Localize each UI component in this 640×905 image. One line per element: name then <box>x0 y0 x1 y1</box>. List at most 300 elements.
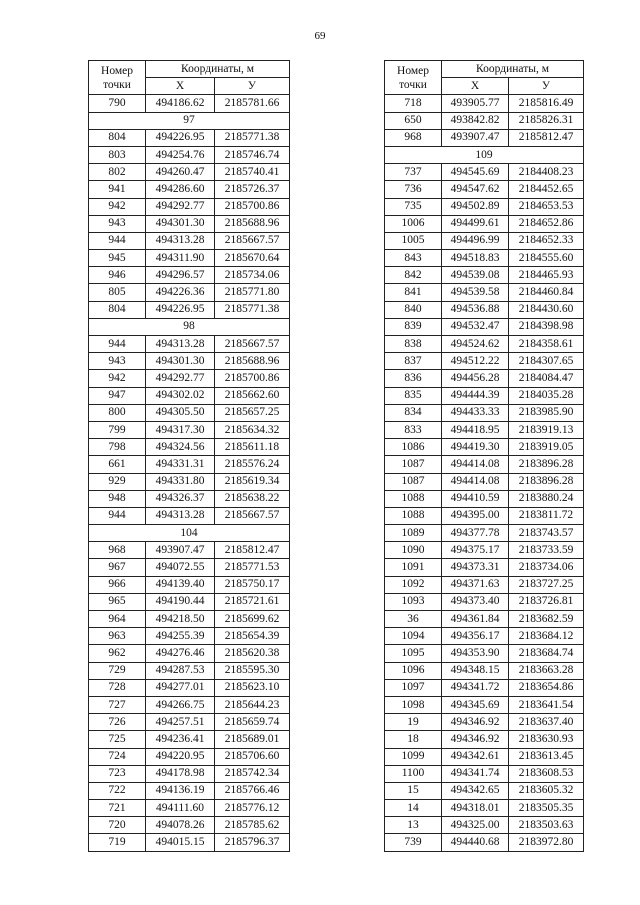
x-coordinate-cell: 494015.15 <box>146 834 215 851</box>
table-row <box>89 439 290 456</box>
x-coordinate-cell: 494373.40 <box>442 593 509 610</box>
point-number-cell: 1092 <box>385 576 442 593</box>
section-label: 98 <box>89 318 290 335</box>
table-row <box>385 490 584 507</box>
table-row <box>385 164 584 181</box>
table-row <box>385 112 584 129</box>
x-coordinate-cell: 494292.77 <box>146 370 215 387</box>
point-number-cell: 36 <box>385 611 442 628</box>
table-row <box>89 456 290 473</box>
x-coordinate-cell: 494414.08 <box>442 473 509 490</box>
x-coordinate-cell: 493907.47 <box>442 129 509 146</box>
x-coordinate-cell: 494317.30 <box>146 421 215 438</box>
y-coordinate-cell: 2183663.28 <box>509 662 584 679</box>
table-row <box>89 507 290 524</box>
table-body <box>385 95 584 851</box>
y-coordinate-cell: 2183684.74 <box>509 645 584 662</box>
table-row <box>89 215 290 232</box>
point-number-cell: 18 <box>385 731 442 748</box>
y-coordinate-cell: 2185688.96 <box>215 353 290 370</box>
y-coordinate-cell: 2183985.90 <box>509 404 584 421</box>
y-coordinate-cell: 2185576.24 <box>215 456 290 473</box>
point-number-cell: 724 <box>89 748 146 765</box>
y-coordinate-cell: 2185742.34 <box>215 765 290 782</box>
x-coordinate-cell: 494512.22 <box>442 353 509 370</box>
y-coordinate-cell: 2185620.38 <box>215 645 290 662</box>
point-number-cell: 722 <box>89 782 146 799</box>
y-coordinate-cell: 2184653.53 <box>509 198 584 215</box>
y-coordinate-cell: 2185657.25 <box>215 404 290 421</box>
x-coordinate-cell: 494260.47 <box>146 164 215 181</box>
header-y: У <box>215 78 290 95</box>
y-coordinate-cell: 2183733.59 <box>509 542 584 559</box>
x-coordinate-cell: 494341.74 <box>442 765 509 782</box>
y-coordinate-cell: 2183880.24 <box>509 490 584 507</box>
point-number-cell: 735 <box>385 198 442 215</box>
table-row <box>89 800 290 817</box>
x-coordinate-cell: 494331.80 <box>146 473 215 490</box>
y-coordinate-cell: 2185644.23 <box>215 696 290 713</box>
y-coordinate-cell: 2185771.53 <box>215 559 290 576</box>
y-coordinate-cell: 2185611.18 <box>215 439 290 456</box>
table-row <box>385 95 584 112</box>
point-number-cell: 650 <box>385 112 442 129</box>
y-coordinate-cell: 2183743.57 <box>509 525 584 542</box>
y-coordinate-cell: 2183896.28 <box>509 456 584 473</box>
y-coordinate-cell: 2185670.64 <box>215 250 290 267</box>
section-label: 104 <box>89 525 290 542</box>
y-coordinate-cell: 2185796.37 <box>215 834 290 851</box>
table-row <box>89 542 290 559</box>
table-row <box>385 593 584 610</box>
x-coordinate-cell: 494341.72 <box>442 679 509 696</box>
x-coordinate-cell: 494361.84 <box>442 611 509 628</box>
point-number-cell: 1100 <box>385 765 442 782</box>
table-row <box>385 679 584 696</box>
point-number-cell: 838 <box>385 336 442 353</box>
table-row <box>385 525 584 542</box>
y-coordinate-cell: 2185699.62 <box>215 611 290 628</box>
point-number-cell: 721 <box>89 800 146 817</box>
y-coordinate-cell: 2184307.65 <box>509 353 584 370</box>
x-coordinate-cell: 494395.00 <box>442 507 509 524</box>
y-coordinate-cell: 2185812.47 <box>509 129 584 146</box>
section-label: 109 <box>385 146 584 163</box>
table-row <box>385 628 584 645</box>
point-number-cell: 945 <box>89 250 146 267</box>
x-coordinate-cell: 494313.28 <box>146 232 215 249</box>
x-coordinate-cell: 494375.17 <box>442 542 509 559</box>
x-coordinate-cell: 494257.51 <box>146 714 215 731</box>
y-coordinate-cell: 2185689.01 <box>215 731 290 748</box>
x-coordinate-cell: 494255.39 <box>146 628 215 645</box>
y-coordinate-cell: 2185785.62 <box>215 817 290 834</box>
table-row <box>385 421 584 438</box>
x-coordinate-cell: 494286.60 <box>146 181 215 198</box>
x-coordinate-cell: 494276.46 <box>146 645 215 662</box>
point-number-cell: 725 <box>89 731 146 748</box>
y-coordinate-cell: 2184452.65 <box>509 181 584 198</box>
y-coordinate-cell: 2185667.57 <box>215 507 290 524</box>
x-coordinate-cell: 494301.30 <box>146 353 215 370</box>
point-number-cell: 805 <box>89 284 146 301</box>
header-point-number: Номер точки <box>89 61 146 95</box>
point-number-cell: 944 <box>89 507 146 524</box>
table-row <box>89 301 290 318</box>
table-row <box>385 473 584 490</box>
x-coordinate-cell: 494266.75 <box>146 696 215 713</box>
table-row <box>89 748 290 765</box>
x-coordinate-cell: 494226.36 <box>146 284 215 301</box>
y-coordinate-cell: 2183896.28 <box>509 473 584 490</box>
point-number-cell: 19 <box>385 714 442 731</box>
y-coordinate-cell: 2185595.30 <box>215 662 290 679</box>
table-row <box>385 765 584 782</box>
y-coordinate-cell: 2185638.22 <box>215 490 290 507</box>
y-coordinate-cell: 2184555.60 <box>509 250 584 267</box>
point-number-cell: 14 <box>385 800 442 817</box>
section-row <box>385 146 584 163</box>
x-coordinate-cell: 494218.50 <box>146 611 215 628</box>
point-number-cell: 1094 <box>385 628 442 645</box>
point-number-cell: 948 <box>89 490 146 507</box>
x-coordinate-cell: 494136.19 <box>146 782 215 799</box>
section-row <box>89 525 290 542</box>
point-number-cell: 843 <box>385 250 442 267</box>
table-row <box>385 370 584 387</box>
x-coordinate-cell: 494342.61 <box>442 748 509 765</box>
point-number-cell: 1088 <box>385 507 442 524</box>
y-coordinate-cell: 2183734.06 <box>509 559 584 576</box>
y-coordinate-cell: 2184460.84 <box>509 284 584 301</box>
table-row <box>385 834 584 851</box>
x-coordinate-cell: 494277.01 <box>146 679 215 696</box>
table-row <box>89 473 290 490</box>
table-row <box>89 164 290 181</box>
x-coordinate-cell: 494313.28 <box>146 336 215 353</box>
point-number-cell: 964 <box>89 611 146 628</box>
table-row <box>89 611 290 628</box>
point-number-cell: 947 <box>89 387 146 404</box>
x-coordinate-cell: 494348.15 <box>442 662 509 679</box>
x-coordinate-cell: 494496.99 <box>442 232 509 249</box>
point-number-cell: 720 <box>89 817 146 834</box>
y-coordinate-cell: 2183726.81 <box>509 593 584 610</box>
x-coordinate-cell: 494287.53 <box>146 662 215 679</box>
table-row <box>385 817 584 834</box>
y-coordinate-cell: 2185816.49 <box>509 95 584 112</box>
y-coordinate-cell: 2185662.60 <box>215 387 290 404</box>
y-coordinate-cell: 2184408.23 <box>509 164 584 181</box>
header-point-number: Номер точки <box>385 61 442 95</box>
y-coordinate-cell: 2185654.39 <box>215 628 290 645</box>
x-coordinate-cell: 494186.62 <box>146 95 215 112</box>
point-number-cell: 1096 <box>385 662 442 679</box>
y-coordinate-cell: 2184035.28 <box>509 387 584 404</box>
table-row <box>385 232 584 249</box>
table-row <box>89 834 290 851</box>
x-coordinate-cell: 494190.44 <box>146 593 215 610</box>
x-coordinate-cell: 494502.89 <box>442 198 509 215</box>
table-row <box>385 353 584 370</box>
point-number-cell: 836 <box>385 370 442 387</box>
point-number-cell: 942 <box>89 198 146 215</box>
point-number-cell: 726 <box>89 714 146 731</box>
y-coordinate-cell: 2185700.86 <box>215 198 290 215</box>
x-coordinate-cell: 494539.08 <box>442 267 509 284</box>
x-coordinate-cell: 493907.47 <box>146 542 215 559</box>
table-row <box>89 250 290 267</box>
y-coordinate-cell: 2184652.86 <box>509 215 584 232</box>
point-number-cell: 13 <box>385 817 442 834</box>
table-row <box>385 404 584 421</box>
y-coordinate-cell: 2183613.45 <box>509 748 584 765</box>
y-coordinate-cell: 2183605.32 <box>509 782 584 799</box>
y-coordinate-cell: 2185740.41 <box>215 164 290 181</box>
x-coordinate-cell: 494292.77 <box>146 198 215 215</box>
point-number-cell: 803 <box>89 146 146 163</box>
y-coordinate-cell: 2185619.34 <box>215 473 290 490</box>
x-coordinate-cell: 493842.82 <box>442 112 509 129</box>
point-number-cell: 804 <box>89 129 146 146</box>
point-number-cell: 943 <box>89 353 146 370</box>
x-coordinate-cell: 494342.65 <box>442 782 509 799</box>
x-coordinate-cell: 494324.56 <box>146 439 215 456</box>
x-coordinate-cell: 493905.77 <box>442 95 509 112</box>
table-body <box>89 95 290 851</box>
table-row <box>385 748 584 765</box>
x-coordinate-cell: 494518.83 <box>442 250 509 267</box>
point-number-cell: 1090 <box>385 542 442 559</box>
point-number-cell: 944 <box>89 336 146 353</box>
table-row <box>89 576 290 593</box>
table-row <box>385 576 584 593</box>
x-coordinate-cell: 494353.90 <box>442 645 509 662</box>
x-coordinate-cell: 494305.50 <box>146 404 215 421</box>
y-coordinate-cell: 2185700.86 <box>215 370 290 387</box>
y-coordinate-cell: 2185659.74 <box>215 714 290 731</box>
table-row <box>89 559 290 576</box>
table-row <box>89 404 290 421</box>
y-coordinate-cell: 2185726.37 <box>215 181 290 198</box>
point-number-cell: 1005 <box>385 232 442 249</box>
header-y: У <box>509 78 584 95</box>
table-row <box>385 301 584 318</box>
y-coordinate-cell: 2185771.80 <box>215 284 290 301</box>
x-coordinate-cell: 494178.98 <box>146 765 215 782</box>
point-number-cell: 1087 <box>385 456 442 473</box>
x-coordinate-cell: 494456.28 <box>442 370 509 387</box>
x-coordinate-cell: 494346.92 <box>442 714 509 731</box>
y-coordinate-cell: 2183682.59 <box>509 611 584 628</box>
y-coordinate-cell: 2185667.57 <box>215 232 290 249</box>
point-number-cell: 736 <box>385 181 442 198</box>
table-row <box>385 318 584 335</box>
table-row <box>89 765 290 782</box>
table-row <box>385 782 584 799</box>
x-coordinate-cell: 494499.61 <box>442 215 509 232</box>
table-row <box>385 198 584 215</box>
point-number-cell: 800 <box>89 404 146 421</box>
x-coordinate-cell: 494536.88 <box>442 301 509 318</box>
y-coordinate-cell: 2183637.40 <box>509 714 584 731</box>
table-row <box>385 611 584 628</box>
x-coordinate-cell: 494325.00 <box>442 817 509 834</box>
x-coordinate-cell: 494072.55 <box>146 559 215 576</box>
point-number-cell: 1093 <box>385 593 442 610</box>
point-number-cell: 1098 <box>385 696 442 713</box>
y-coordinate-cell: 2185667.57 <box>215 336 290 353</box>
point-number-cell: 943 <box>89 215 146 232</box>
y-coordinate-cell: 2183505.35 <box>509 800 584 817</box>
y-coordinate-cell: 2184430.60 <box>509 301 584 318</box>
x-coordinate-cell: 494410.59 <box>442 490 509 507</box>
y-coordinate-cell: 2185746.74 <box>215 146 290 163</box>
x-coordinate-cell: 494373.31 <box>442 559 509 576</box>
point-number-cell: 1087 <box>385 473 442 490</box>
point-number-cell: 723 <box>89 765 146 782</box>
coordinates-table-left <box>88 60 290 852</box>
page-number: 69 <box>314 30 326 42</box>
y-coordinate-cell: 2183972.80 <box>509 834 584 851</box>
x-coordinate-cell: 494433.33 <box>442 404 509 421</box>
y-coordinate-cell: 2185766.46 <box>215 782 290 799</box>
x-coordinate-cell: 494547.62 <box>442 181 509 198</box>
point-number-cell: 965 <box>89 593 146 610</box>
point-number-cell: 929 <box>89 473 146 490</box>
table-row <box>89 628 290 645</box>
point-number-cell: 839 <box>385 318 442 335</box>
y-coordinate-cell: 2185706.60 <box>215 748 290 765</box>
point-number-cell: 728 <box>89 679 146 696</box>
header-x: X <box>442 78 509 95</box>
y-coordinate-cell: 2185771.38 <box>215 129 290 146</box>
table-row <box>385 439 584 456</box>
x-coordinate-cell: 494254.76 <box>146 146 215 163</box>
table-row <box>89 181 290 198</box>
table-row <box>385 731 584 748</box>
point-number-cell: 941 <box>89 181 146 198</box>
x-coordinate-cell: 494539.58 <box>442 284 509 301</box>
y-coordinate-cell: 2185688.96 <box>215 215 290 232</box>
y-coordinate-cell: 2184398.98 <box>509 318 584 335</box>
coordinates-table-right <box>384 60 584 852</box>
point-number-cell: 719 <box>89 834 146 851</box>
y-coordinate-cell: 2185781.66 <box>215 95 290 112</box>
x-coordinate-cell: 494414.08 <box>442 456 509 473</box>
table-row <box>89 490 290 507</box>
table-row <box>385 645 584 662</box>
table-row <box>385 559 584 576</box>
table-row <box>385 284 584 301</box>
point-number-cell: 834 <box>385 404 442 421</box>
point-number-cell: 798 <box>89 439 146 456</box>
table-row <box>385 456 584 473</box>
x-coordinate-cell: 494296.57 <box>146 267 215 284</box>
table-row <box>89 696 290 713</box>
y-coordinate-cell: 2185812.47 <box>215 542 290 559</box>
table-row <box>385 336 584 353</box>
y-coordinate-cell: 2184358.61 <box>509 336 584 353</box>
point-number-cell: 1006 <box>385 215 442 232</box>
point-number-cell: 1097 <box>385 679 442 696</box>
table-row <box>89 198 290 215</box>
y-coordinate-cell: 2183919.13 <box>509 421 584 438</box>
x-coordinate-cell: 494532.47 <box>442 318 509 335</box>
table-row <box>89 731 290 748</box>
table-row <box>385 215 584 232</box>
point-number-cell: 729 <box>89 662 146 679</box>
y-coordinate-cell: 2183919.05 <box>509 439 584 456</box>
y-coordinate-cell: 2183503.63 <box>509 817 584 834</box>
x-coordinate-cell: 494377.78 <box>442 525 509 542</box>
y-coordinate-cell: 2185826.31 <box>509 112 584 129</box>
point-number-cell: 15 <box>385 782 442 799</box>
y-coordinate-cell: 2185721.61 <box>215 593 290 610</box>
point-number-cell: 946 <box>89 267 146 284</box>
x-coordinate-cell: 494236.41 <box>146 731 215 748</box>
y-coordinate-cell: 2183641.54 <box>509 696 584 713</box>
x-coordinate-cell: 494302.02 <box>146 387 215 404</box>
table-row <box>89 129 290 146</box>
x-coordinate-cell: 494545.69 <box>442 164 509 181</box>
point-number-cell: 835 <box>385 387 442 404</box>
table-row <box>89 146 290 163</box>
y-coordinate-cell: 2185776.12 <box>215 800 290 817</box>
x-coordinate-cell: 494139.40 <box>146 576 215 593</box>
y-coordinate-cell: 2183630.93 <box>509 731 584 748</box>
point-number-cell: 942 <box>89 370 146 387</box>
x-coordinate-cell: 494220.95 <box>146 748 215 765</box>
point-number-cell: 737 <box>385 164 442 181</box>
point-number-cell: 968 <box>89 542 146 559</box>
x-coordinate-cell: 494311.90 <box>146 250 215 267</box>
point-number-cell: 661 <box>89 456 146 473</box>
table-row <box>89 593 290 610</box>
table-row <box>385 267 584 284</box>
table-row <box>385 714 584 731</box>
point-number-cell: 790 <box>89 95 146 112</box>
point-number-cell: 967 <box>89 559 146 576</box>
x-coordinate-cell: 494226.95 <box>146 129 215 146</box>
table-row <box>385 387 584 404</box>
y-coordinate-cell: 2184652.33 <box>509 232 584 249</box>
point-number-cell: 1099 <box>385 748 442 765</box>
x-coordinate-cell: 494318.01 <box>442 800 509 817</box>
table-row <box>89 662 290 679</box>
section-row <box>89 112 290 129</box>
x-coordinate-cell: 494418.95 <box>442 421 509 438</box>
x-coordinate-cell: 494313.28 <box>146 507 215 524</box>
header-x: X <box>146 78 215 95</box>
table-row <box>89 370 290 387</box>
table-row <box>89 645 290 662</box>
y-coordinate-cell: 2183654.86 <box>509 679 584 696</box>
x-coordinate-cell: 494440.68 <box>442 834 509 851</box>
x-coordinate-cell: 494356.17 <box>442 628 509 645</box>
point-number-cell: 833 <box>385 421 442 438</box>
point-number-cell: 802 <box>89 164 146 181</box>
x-coordinate-cell: 494078.26 <box>146 817 215 834</box>
table-row <box>89 95 290 112</box>
table-row <box>385 800 584 817</box>
x-coordinate-cell: 494345.69 <box>442 696 509 713</box>
x-coordinate-cell: 494419.30 <box>442 439 509 456</box>
table-row <box>89 817 290 834</box>
x-coordinate-cell: 494111.60 <box>146 800 215 817</box>
point-number-cell: 963 <box>89 628 146 645</box>
table-row <box>89 782 290 799</box>
